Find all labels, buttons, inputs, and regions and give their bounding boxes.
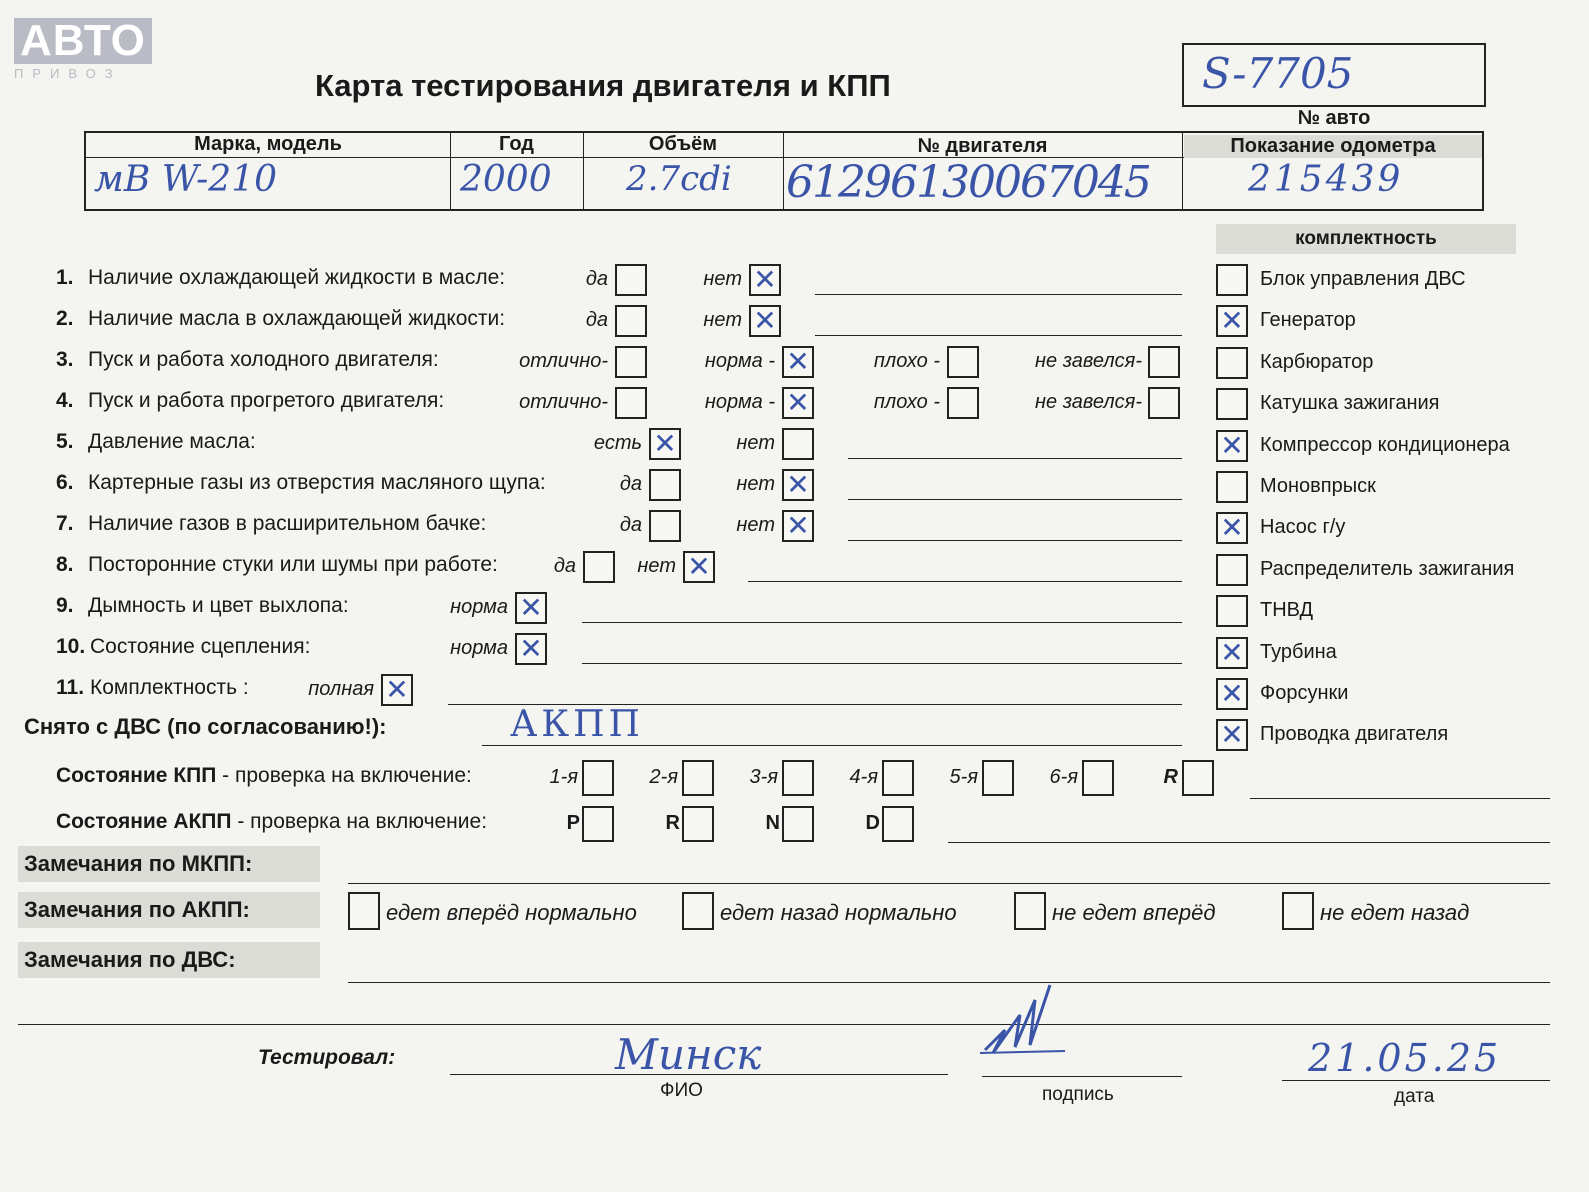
kit-checkbox[interactable] [1216,388,1248,420]
kit-checkbox[interactable] [1216,264,1248,296]
remarks-dvs-line [348,982,1550,983]
kit-checkbox[interactable] [1216,595,1248,627]
kit-checkbox[interactable]: ✕ [1216,678,1248,710]
checkbox[interactable] [947,346,979,378]
check-option-label: норма - [704,391,775,413]
check-option-label: да [619,514,642,536]
kpp-label [56,764,472,788]
value-engine-no: 61296130067045 [786,157,1150,208]
removed-line [482,745,1182,746]
gear-label: R [1163,766,1178,788]
kit-item-label: Карбюратор [1260,350,1374,373]
logo [14,18,146,81]
remarks-dvs-label: Замечания по ДВС: [18,942,320,978]
akpp-label-bold: Состояние АКПП [56,810,232,833]
check-label: Посторонние стуки или шумы при работе: [88,553,498,576]
sign-line [982,1076,1182,1077]
check-option-label: норма [450,637,508,659]
checkbox[interactable]: ✕ [381,674,413,706]
checkbox[interactable] [1148,346,1180,378]
check-note-line [815,335,1182,336]
kpp-label-rest: - проверка на включение: [216,764,472,787]
checkbox[interactable] [782,428,814,460]
checkbox[interactable]: ✕ [782,469,814,501]
kit-checkbox[interactable] [1216,347,1248,379]
checkbox[interactable]: ✕ [515,633,547,665]
check-number: 1. [56,266,74,289]
akpp-mode-label: P [566,812,580,834]
checkbox[interactable]: ✕ [782,387,814,419]
check-option-label: полная [308,678,374,700]
remarks-mkpp-line [348,883,1550,884]
checkbox[interactable] [615,305,647,337]
logo-subtext: ПРИВОЗ [14,66,122,81]
check-option-label: не завелся- [1035,391,1142,413]
checkbox[interactable]: ✕ [749,305,781,337]
date-value: 21.05.25 [1308,1036,1502,1080]
page-title: Карта тестирования двигателя и КПП [315,68,891,103]
col-header-year: Год [499,133,534,155]
col-header-odometer: Показание одометра [1184,135,1482,158]
kit-item-label: Форсунки [1260,682,1349,704]
check-option-label: нет [703,309,742,331]
akpp-mode-label: R [665,812,680,834]
check-label: Пуск и работа прогретого двигателя: [88,389,445,412]
kit-item-label: Турбина [1260,640,1337,663]
check-note-line [815,294,1182,295]
check-option-label: нет [736,514,775,536]
akpp-remark-checkbox[interactable] [348,892,380,930]
akpp-mode-label: N [765,812,780,834]
gear-label: 1-я [549,766,578,788]
kpp-line [1250,798,1550,799]
check-note-line [848,540,1182,541]
check-option-label: нет [736,473,775,495]
check-label: Давление масла: [88,430,256,453]
gear-label: 5-я [949,766,978,788]
removed-label: Снято с ДВС (по согласованию!): [24,714,387,739]
check-label: Наличие газов в расширительном бачке: [88,512,487,535]
checkbox[interactable]: ✕ [782,346,814,378]
check-number: 11. [56,676,85,699]
check-label: Комплектность : [90,676,249,699]
kit-item-label: Генератор [1260,309,1356,332]
remarks-mkpp-label: Замечания по МКПП: [18,846,320,882]
akpp-remark-label: едет вперёд нормально [386,900,637,925]
check-option-label: да [585,309,608,331]
col-header-model: Марка, модель [194,133,342,155]
kit-checkbox[interactable]: ✕ [1216,430,1248,462]
check-option-label: отлично- [519,350,608,372]
check-note-line [582,622,1182,623]
tested-label: Тестировал: [258,1046,396,1069]
check-option-label: да [619,473,642,495]
kit-item-label: ТНВД [1260,599,1314,622]
value-year: 2000 [460,159,552,200]
col-header-volume: Объём [648,133,718,155]
akpp-remark-label: не едет вперёд [1052,900,1216,925]
check-label: Наличие масла в охлаждающей жидкости: [88,307,506,330]
tester-name: Минск [615,1030,762,1079]
kit-item-label: Распределитель зажигания [1260,557,1515,580]
kit-checkbox[interactable]: ✕ [1216,305,1248,337]
value-odometer: 215439 [1248,159,1404,200]
check-number: 7. [56,512,74,535]
car-number-box [1182,43,1486,107]
kit-item-label: Блок управления ДВС [1260,268,1466,290]
check-option-label: да [553,555,576,577]
check-number: 2. [56,307,74,330]
check-option-label: норма - [704,350,775,372]
kit-checkbox[interactable]: ✕ [1216,512,1248,544]
kit-checkbox[interactable]: ✕ [1216,719,1248,751]
checkbox[interactable]: ✕ [782,510,814,542]
checkbox[interactable] [615,346,647,378]
akpp-mode-checkbox[interactable] [782,806,814,842]
check-note-line [582,663,1182,664]
car-number-label: № авто [1297,107,1371,129]
check-label: Состояние сцепления: [90,635,311,658]
check-number: 5. [56,430,74,453]
akpp-mode-label: D [865,812,880,834]
check-option-label: нет [637,555,676,577]
date-label: дата [1394,1086,1435,1107]
check-number: 10. [56,635,86,658]
check-option-label: отлично- [519,391,608,413]
check-number: 6. [56,471,74,494]
checkbox[interactable]: ✕ [683,551,715,583]
check-note-line [748,581,1182,582]
checkbox[interactable]: ✕ [515,592,547,624]
check-number: 3. [56,348,74,371]
checkbox[interactable] [615,264,647,296]
kit-item-label: Насос г/у [1260,516,1346,539]
akpp-remark-checkbox[interactable] [682,892,714,930]
check-label: Дымность и цвет выхлопа: [88,594,349,617]
check-label: Пуск и работа холодного двигателя: [88,348,439,371]
gear-checkbox[interactable] [882,760,914,796]
gear-checkbox[interactable] [1082,760,1114,796]
akpp-line [948,842,1550,843]
checkbox[interactable] [649,469,681,501]
value-model: мВ W-210 [94,159,278,200]
kit-item-label: Катушка зажигания [1260,392,1440,415]
checkbox[interactable] [649,510,681,542]
check-note-line [848,458,1182,459]
akpp-remark-checkbox[interactable] [1014,892,1046,930]
gear-checkbox[interactable] [982,760,1014,796]
akpp-mode-checkbox[interactable] [682,806,714,842]
akpp-remark-label: не едет назад [1320,900,1470,925]
header-table [84,131,1484,211]
fio-label: ФИО [660,1080,703,1101]
check-option-label: нет [736,432,775,454]
check-option-label: не завелся- [1035,350,1142,372]
checkbox[interactable]: ✕ [749,264,781,296]
gear-checkbox[interactable] [682,760,714,796]
value-volume: 2.7cdi [626,159,732,199]
kit-header: комплектность [1216,224,1516,254]
check-number: 9. [56,594,74,617]
check-option-label: плохо - [873,391,940,413]
kit-item-label: Моновпрыск [1260,475,1376,497]
check-option-label: норма [450,596,508,618]
signature-image [975,975,1075,1075]
kit-item-label: Компрессор кондиционера [1260,433,1510,456]
akpp-remark-label: едет назад нормально [720,900,957,925]
fio-line [450,1074,948,1075]
check-label: Картерные газы из отверстия масляного щупа: [88,471,546,494]
kit-checkbox[interactable] [1216,471,1248,503]
akpp-label [56,810,487,834]
kpp-label-bold: Состояние КПП [56,764,217,787]
check-option-label: есть [593,432,642,454]
removed-value: АКПП [510,704,644,745]
akpp-mode-checkbox[interactable] [882,806,914,842]
akpp-mode-checkbox[interactable] [582,806,614,842]
date-line [1282,1080,1550,1081]
gear-label: 4-я [849,766,878,788]
checkbox[interactable] [947,387,979,419]
check-option-label: нет [703,268,742,290]
col-header-engine-no: № двигателя [917,135,1048,157]
gear-label: 6-я [1049,766,1078,788]
remarks-akpp-label: Замечания по АКПП: [18,892,320,928]
sign-label: подпись [1042,1084,1114,1105]
kit-checkbox[interactable]: ✕ [1216,637,1248,669]
check-note-line [848,499,1182,500]
logo-text: АВТО [14,18,152,64]
checkbox[interactable] [583,551,615,583]
gear-checkbox[interactable] [1182,760,1214,796]
check-option-label: плохо - [873,350,940,372]
check-label: Наличие охлаждающей жидкости в масле: [88,266,506,289]
gear-checkbox[interactable] [582,760,614,796]
kit-item-label: Проводка двигателя [1260,723,1449,746]
gear-label: 3-я [749,766,778,788]
checkbox[interactable] [1148,387,1180,419]
gear-label: 2-я [649,766,678,788]
akpp-label-rest: - проверка на включение: [231,810,488,833]
akpp-remark-checkbox[interactable] [1282,892,1314,930]
check-number: 4. [56,389,74,412]
checkbox[interactable]: ✕ [649,428,681,460]
kit-checkbox[interactable] [1216,554,1248,586]
car-number-value: S-7705 [1202,49,1354,98]
gear-checkbox[interactable] [782,760,814,796]
checkbox[interactable] [615,387,647,419]
check-number: 8. [56,553,74,576]
divider-line [18,1024,1550,1025]
check-option-label: да [585,268,608,290]
